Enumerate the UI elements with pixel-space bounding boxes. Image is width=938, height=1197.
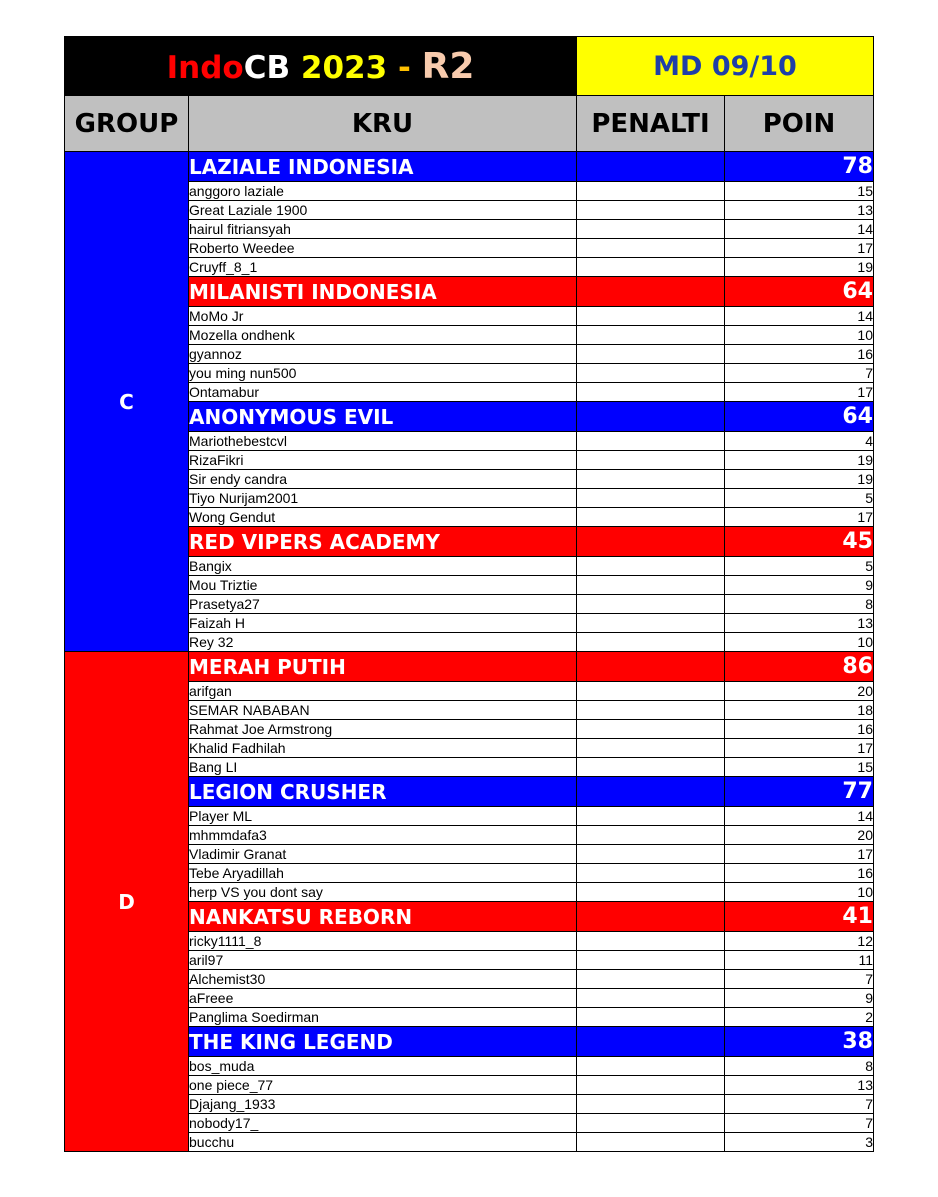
player-name: SEMAR NABABAN [189,701,577,720]
title-cb: CB [243,49,291,86]
player-points: 19 [725,258,874,277]
title-round: R2 [421,45,475,87]
header-poin: POIN [725,96,874,152]
player-penalti [577,326,725,345]
player-name: Player ML [189,807,577,826]
player-name: Rey 32 [189,633,577,652]
player-penalti [577,682,725,701]
player-name: hairul fitriansyah [189,220,577,239]
title-dash: - [397,49,411,86]
team-points: 78 [725,152,874,182]
player-penalti [577,307,725,326]
team-points: 41 [725,902,874,932]
team-name: RED VIPERS ACADEMY [189,527,577,557]
player-points: 17 [725,508,874,527]
player-name: mhmmdafa3 [189,826,577,845]
player-points: 2 [725,1008,874,1027]
player-penalti [577,258,725,277]
team-name: ANONYMOUS EVIL [189,402,577,432]
team-name: THE KING LEGEND [189,1027,577,1057]
player-penalti [577,576,725,595]
player-penalti [577,201,725,220]
player-points: 20 [725,682,874,701]
player-penalti [577,182,725,201]
player-points: 18 [725,701,874,720]
standings-table [64,36,874,1152]
player-points: 13 [725,201,874,220]
player-name: Mariothebestcvl [189,432,577,451]
player-points: 7 [725,970,874,989]
player-points: 19 [725,470,874,489]
player-points: 16 [725,864,874,883]
player-penalti [577,970,725,989]
matchday-label: MD 09/10 [577,37,874,96]
player-penalti [577,489,725,508]
header-kru: KRU [189,96,577,152]
player-points: 15 [725,758,874,777]
player-penalti [577,633,725,652]
team-points: 64 [725,402,874,432]
player-points: 17 [725,383,874,402]
group-label: D [65,652,189,1152]
player-points: 19 [725,451,874,470]
player-points: 5 [725,557,874,576]
team-penalti [577,152,725,182]
player-name: Bang LI [189,758,577,777]
player-name: Rahmat Joe Armstrong [189,720,577,739]
player-points: 4 [725,432,874,451]
player-name: Mozella ondhenk [189,326,577,345]
player-name: Roberto Weedee [189,239,577,258]
player-name: herp VS you dont say [189,883,577,902]
team-penalti [577,902,725,932]
player-penalti [577,470,725,489]
team-penalti [577,652,725,682]
player-penalti [577,720,725,739]
player-penalti [577,701,725,720]
player-points: 5 [725,489,874,508]
player-points: 14 [725,307,874,326]
title-year: 2023 [300,49,388,86]
player-points: 10 [725,326,874,345]
player-points: 13 [725,614,874,633]
team-points: 45 [725,527,874,557]
player-points: 14 [725,220,874,239]
header-penalti: PENALTI [577,96,725,152]
player-points: 7 [725,364,874,383]
player-penalti [577,239,725,258]
player-penalti [577,614,725,633]
player-name: Prasetya27 [189,595,577,614]
player-name: ricky1111_8 [189,932,577,951]
player-name: bucchu [189,1133,577,1152]
player-name: nobody17_ [189,1114,577,1133]
player-name: Khalid Fadhilah [189,739,577,758]
team-penalti [577,277,725,307]
player-penalti [577,864,725,883]
player-penalti [577,220,725,239]
title-indo: Indo [166,49,244,86]
header-row [65,96,874,152]
player-penalti [577,1095,725,1114]
title-row [65,37,874,96]
team-penalti [577,402,725,432]
player-name: Bangix [189,557,577,576]
team-points: 77 [725,777,874,807]
player-name: bos_muda [189,1057,577,1076]
player-points: 10 [725,883,874,902]
team-row [65,652,874,682]
player-penalti [577,739,725,758]
player-points: 17 [725,239,874,258]
player-name: Tebe Aryadillah [189,864,577,883]
player-points: 15 [725,182,874,201]
player-penalti [577,951,725,970]
team-row [65,152,874,182]
player-penalti [577,826,725,845]
player-name: Panglima Soedirman [189,1008,577,1027]
player-penalti [577,1076,725,1095]
player-penalti [577,883,725,902]
team-name: LAZIALE INDONESIA [189,152,577,182]
player-name: Tiyo Nurijam2001 [189,489,577,508]
player-name: Ontamabur [189,383,577,402]
player-points: 9 [725,576,874,595]
player-points: 17 [725,739,874,758]
player-penalti [577,1133,725,1152]
player-name: aFreee [189,989,577,1008]
team-points: 64 [725,277,874,307]
player-name: Alchemist30 [189,970,577,989]
player-points: 12 [725,932,874,951]
team-name: MILANISTI INDONESIA [189,277,577,307]
player-points: 3 [725,1133,874,1152]
player-penalti [577,432,725,451]
player-penalti [577,1114,725,1133]
player-penalti [577,1008,725,1027]
team-name: NANKATSU REBORN [189,902,577,932]
player-points: 11 [725,951,874,970]
player-name: anggoro laziale [189,182,577,201]
player-name: RizaFikri [189,451,577,470]
player-name: MoMo Jr [189,307,577,326]
player-points: 10 [725,633,874,652]
player-name: Sir endy candra [189,470,577,489]
player-penalti [577,807,725,826]
player-name: Vladimir Granat [189,845,577,864]
player-name: one piece_77 [189,1076,577,1095]
player-penalti [577,557,725,576]
group-label: C [65,152,189,652]
team-points: 86 [725,652,874,682]
player-points: 13 [725,1076,874,1095]
player-points: 8 [725,1057,874,1076]
player-penalti [577,758,725,777]
player-name: aril97 [189,951,577,970]
player-name: Great Laziale 1900 [189,201,577,220]
team-name: LEGION CRUSHER [189,777,577,807]
player-penalti [577,595,725,614]
player-points: 16 [725,720,874,739]
player-name: Faizah H [189,614,577,633]
player-name: gyannoz [189,345,577,364]
player-name: Djajang_1933 [189,1095,577,1114]
player-penalti [577,1057,725,1076]
player-name: arifgan [189,682,577,701]
header-group: GROUP [65,96,189,152]
title-cell [65,37,577,96]
player-penalti [577,932,725,951]
player-points: 20 [725,826,874,845]
team-penalti [577,777,725,807]
player-penalti [577,345,725,364]
player-name: Mou Triztie [189,576,577,595]
player-name: Wong Gendut [189,508,577,527]
player-penalti [577,364,725,383]
team-name: MERAH PUTIH [189,652,577,682]
player-points: 7 [725,1114,874,1133]
player-penalti [577,451,725,470]
player-penalti [577,845,725,864]
player-points: 8 [725,595,874,614]
player-penalti [577,508,725,527]
player-points: 7 [725,1095,874,1114]
team-penalti [577,1027,725,1057]
player-name: Cruyff_8_1 [189,258,577,277]
player-points: 14 [725,807,874,826]
player-penalti [577,989,725,1008]
player-name: you ming nun500 [189,364,577,383]
team-penalti [577,527,725,557]
player-points: 9 [725,989,874,1008]
player-points: 16 [725,345,874,364]
team-points: 38 [725,1027,874,1057]
player-penalti [577,383,725,402]
player-points: 17 [725,845,874,864]
